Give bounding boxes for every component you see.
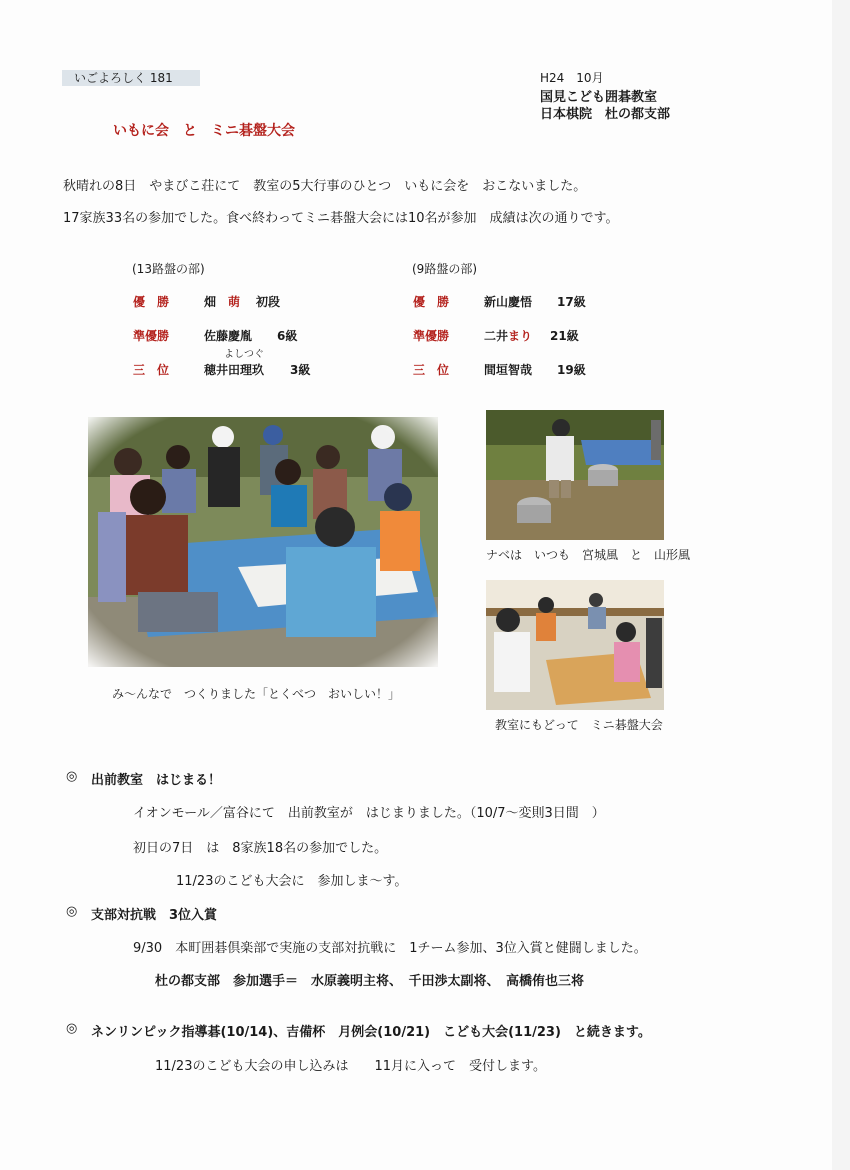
third-grade: 19級 (557, 363, 586, 377)
third-grade: 3級 (290, 363, 311, 377)
rank-label: 優 勝 (133, 295, 170, 309)
runnerup-name: 二井まり (484, 329, 533, 343)
photo-caption-main: み～んなで つくりました「とくべつ おいしい！」 (112, 687, 401, 701)
rank-label: 優 勝 (413, 295, 450, 309)
third-name: 間垣智哉 (484, 363, 533, 377)
section-heading-team: 支部対抗戦 3位入賞 (91, 908, 218, 923)
intro-line-1: 秋晴れの8日 やまびこ荘にて 教室の5大行事のひとつ いもに会を おこないました。 (63, 179, 587, 194)
winner-name: 新山慶悟 (484, 295, 533, 309)
winner-grade: 初段 (256, 295, 281, 309)
third-name: 穂井田理玖 (204, 363, 265, 377)
article-title: いもに会 と ミニ碁盤大会 (113, 123, 295, 139)
photo-caption-pot: ナベは いつも 宮城風 と 山形風 (486, 548, 691, 562)
rank-label: 三 位 (413, 363, 450, 377)
photo-caption-class: 教室にもどって ミニ碁盤大会 (495, 718, 663, 732)
org-branch: 日本棋院 杜の都支部 (540, 107, 671, 122)
org-name: 国見こども囲碁教室 (540, 90, 658, 105)
issue-date: H24 10月 (540, 71, 604, 85)
runnerup-name: 佐藤慶胤 (204, 329, 253, 343)
results-9-heading: (9路盤の部) (412, 262, 477, 276)
intro-line-2: 17家族33名の参加でした。食べ終わってミニ碁盤大会には10名が参加 成績は次の通りです。 (63, 211, 619, 226)
section-bullet: ◎ (66, 1021, 78, 1036)
rank-label: 三 位 (133, 363, 170, 377)
classroom-photo (486, 580, 664, 710)
rank-label: 準優勝 (133, 329, 170, 343)
cooking-pot-photo (486, 410, 664, 540)
page-edge (832, 0, 850, 1170)
rank-label: 準優勝 (413, 329, 450, 343)
name-ruby: よしつぐ (224, 349, 264, 360)
section-line: 11/23のこども大会の申し込みは 11月に入って 受付します。 (155, 1059, 546, 1074)
section-line: イオンモール／富谷にて 出前教室が はじまりました。（10/7～変則3日間 ） (133, 806, 605, 821)
section-bullet: ◎ (66, 769, 78, 784)
winner-name: 畑 萌 (204, 295, 241, 309)
section-line: 杜の都支部 参加選手＝ 水原義明主将、 千田渉太副将、 高橋侑也三将 (155, 974, 585, 989)
section-line: 11/23のこども大会に 参加しま～す。 (176, 874, 408, 889)
section-bullet: ◎ (66, 904, 78, 919)
section-line: 9/30 本町囲碁倶楽部で実施の支部対抗戦に 1チーム参加、3位入賞と健闘しました。 (133, 941, 647, 956)
series-tag: いごよろしく 181 (62, 70, 200, 86)
runnerup-grade: 21級 (550, 329, 579, 343)
section-heading-events: ネンリンピック指導碁(10/14)、吉備杯 月例会(10/21) こども大会(11/23) と続きます。 (91, 1025, 651, 1040)
section-line: 初日の7日 は 8家族18名の参加でした。 (133, 841, 388, 856)
section-heading-demae: 出前教室 はじまる！ (91, 773, 222, 788)
runnerup-grade: 6級 (277, 329, 298, 343)
group-meal-photo (88, 417, 438, 667)
winner-grade: 17級 (557, 295, 586, 309)
results-13-heading: (13路盤の部) (132, 262, 205, 276)
